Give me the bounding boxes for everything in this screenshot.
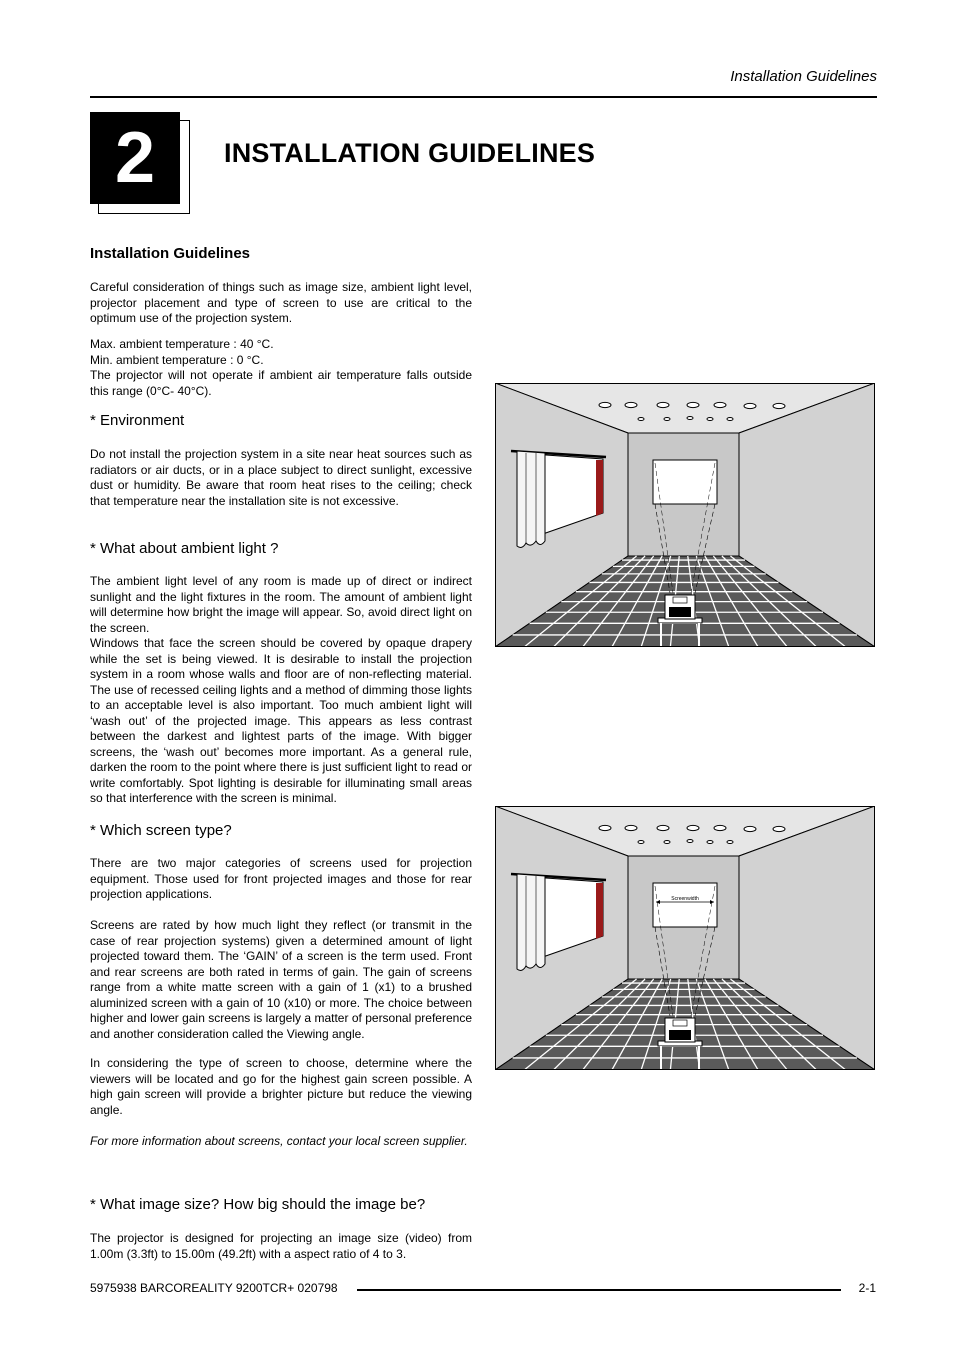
subsection-heading: * Environment xyxy=(90,412,185,429)
paragraph: Do not install the projection system in a site near heat sources such as radiators or air ducts, or in a place subject to direct sunlight, excessive dust or humidity. Be aware that room heat rises to the ceiling; check that temperature near the installation site is not excessive. xyxy=(90,447,472,508)
screen-note: For more information about screens, contact your local screen supplier. xyxy=(90,1134,468,1148)
footer-document-id: 5975938 BARCOREALITY 9200TCR+ 020798 xyxy=(90,1281,338,1295)
chapter-number: 2 xyxy=(90,112,180,204)
paragraph: In considering the type of screen to choose, determine where the viewers will be located and go for the highest gain screen possible. A high gain screen will provide a brighter picture but reduce the viewing angle. xyxy=(90,1056,472,1117)
footer-rule xyxy=(357,1289,841,1291)
subsection-heading: * What image size? How big should the image be? xyxy=(90,1196,426,1213)
paragraph: Screens are rated by how much light they reflect (or transmit in the case of rear projection systems) given a determined amount of light projected toward them. The ‘GAIN’ of a screen is the term used. Front and rear screens are both rated in terms of gain. The gain of screens range from a white matte screen with a gain of 1 (x1) to a brushed aluminized screen with a gain of 10 (x10) or more. The choice between higher and lower gain screens is largely a matter of personal preference and another consideration called the Viewing angle. xyxy=(90,918,472,1041)
subsection-heading: * What about ambient light ? xyxy=(90,540,279,557)
paragraph: The ambient light level of any room is made up of direct or indirect sunlight and the light fixtures in the room. The amount of ambient light will determine how bright the image will appear. So, avoid direct light on the screen. xyxy=(90,574,472,635)
paragraph: There are two major categories of screens used for projection equipment. Those used for front projected images and those for rear projection applications. xyxy=(90,856,472,901)
chapter-title: INSTALLATION GUIDELINES xyxy=(224,138,596,168)
subsection-heading: * Which screen type? xyxy=(90,822,232,839)
section-heading: Installation Guidelines xyxy=(90,245,251,262)
header-rule xyxy=(90,96,877,98)
max-temperature: Max. ambient temperature : 40 °C. xyxy=(90,337,274,351)
paragraph: The projector is designed for projecting an image size (video) from 1.00m (3.3ft) to 15.00m (49.2ft) with a aspect ratio of 4 to 3. xyxy=(90,1231,472,1261)
min-temperature: Min. ambient temperature : 0 °C. xyxy=(90,353,264,367)
temperature-note: The projector will not operate if ambient air temperature falls outside this range (0°C- 40°C). xyxy=(90,368,472,398)
page-number: 2-1 xyxy=(858,1281,876,1295)
room-illustration-1 xyxy=(495,383,875,647)
paragraph: Careful consideration of things such as image size, ambient light level, projector placement and type of screen to use are critical to the optimum use of the projection system. xyxy=(90,280,472,325)
screen-width-label: Screenwidth xyxy=(671,896,699,902)
room-illustration-2 xyxy=(495,806,875,1070)
paragraph: Windows that face the screen should be covered by opaque drapery while the set is being viewed. It is desirable to install the projection system in a room whose walls and floor are of non-reflecting material. The use of recessed ceiling lights and a method of dimming those lights to an acceptable level is also important. Too much ambient light will ‘wash out’ of the projected image. This appears as less contrast between the darkest and lightest parts of the image. With bigger screens, the ‘wash out’ becomes more important. As a general rule, darken the room to the point where there is just sufficient light to read or write comfortably. Spot lighting is desirable for illuminating small areas so that interference with the screen is minimal. xyxy=(90,636,472,805)
running-header: Installation Guidelines xyxy=(730,68,877,85)
